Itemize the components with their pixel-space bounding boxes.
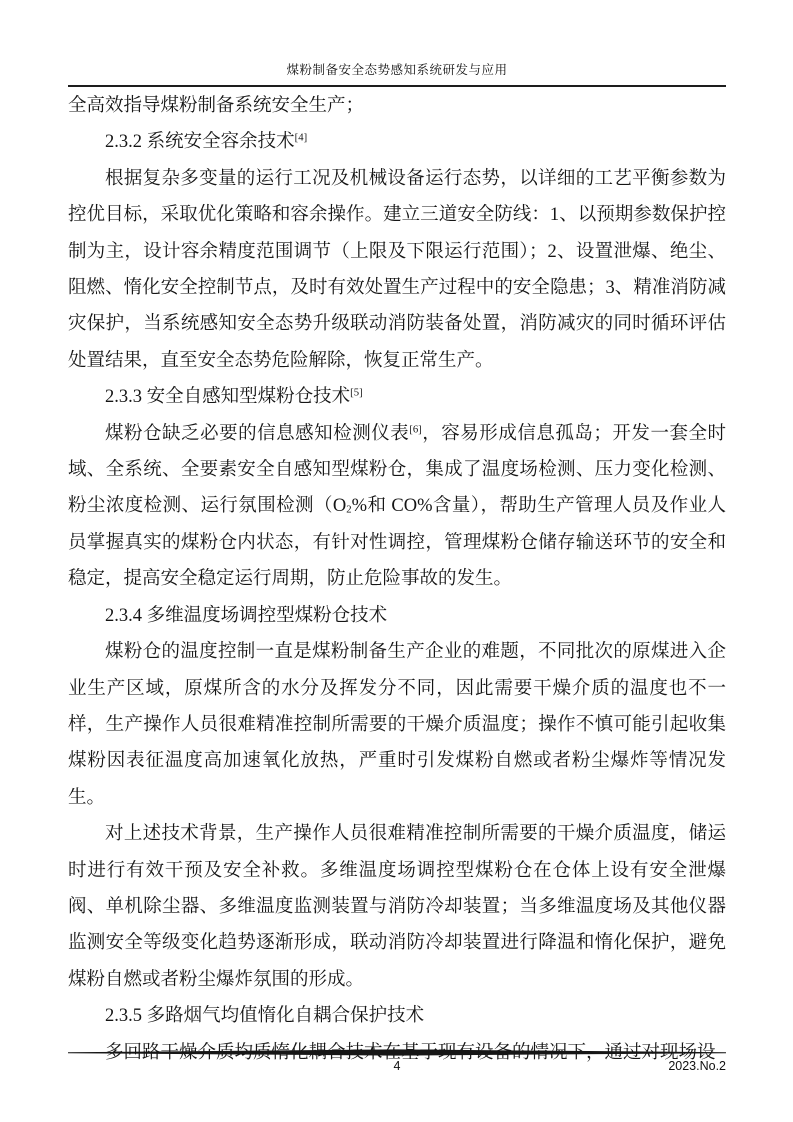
document-body: [68, 88, 726, 1071]
paragraph: 根据复杂多变量的运行工况及机械设备运行态势，以详细的工艺平衡参数为控优目标，采取优化策略和容余操作。建立三道安全防线：1、以预期参数保护控制为主，设计容余精度范围调节（上限及下限运行范围）；2、设置泄爆、绝尘、阻燃、惰化安全控制节点，及时有效处置生产过程中的安全隐患；3、精准消防减灾保护，当系统感知安全态势升级联动消防装备处置，消防减灾的同时循环评估处置结果，直至安全态势危险解除，恢复正常生产。: [68, 168, 726, 371]
section-heading: 2.3.2 系统安全容余技术[4]: [105, 131, 308, 153]
footer-rule: [68, 1049, 726, 1056]
reference-superscript: [6]: [409, 423, 422, 436]
footer-issue-label: 2023.No.2: [668, 1059, 726, 1073]
running-header-title: 煤粉制备安全态势感知系统研发与应用: [286, 63, 508, 77]
reference-superscript: [5]: [350, 386, 363, 399]
chemical-subscript: 2: [346, 504, 352, 517]
paragraph: 煤粉仓缺乏必要的信息感知检测仪表[6]，容易形成信息孤岛；开发一套全时域、全系统、全要素安全自感知型煤粉仓，集成了温度场检测、压力变化检测、粉尘浓度检测、运行氛围检测（$O_2\%$和 CO%含量），帮助生产管理人员及作业人员掌握真实的煤粉仓内状态，有针对性调控，管理煤粉仓储存输送环节的安全和稳定，提高安全稳定运行周期，防止危险事故的发生。: [68, 423, 726, 590]
header-rule: [68, 85, 726, 87]
reference-superscript: [4]: [294, 131, 308, 144]
footer-page-number: 4: [393, 1059, 401, 1073]
section-heading: 2.3.5 多路烟气均值惰化自耦合保护技术: [105, 1006, 425, 1027]
section-heading: 2.3.4 多维温度场调控型煤粉仓技术: [105, 605, 388, 626]
section-heading: 2.3.3 安全自感知型煤粉仓技术[5]: [105, 386, 363, 408]
paragraph: 全高效指导煤粉制备系统安全生产；: [68, 96, 365, 116]
paragraph: 对上述技术背景，生产操作人员很难精准控制所需要的干燥介质温度，储运时进行有效干预及安全补救。多维温度场调控型煤粉仓在仓体上设有安全泄爆阀、单机除尘器、多维温度监测装置与消防冷却装置；当多维温度场及其他仪器监测安全等级变化趋势逐渐形成，联动消防冷却装置进行降温和惰化保护，避免煤粉自燃或者粉尘爆炸氛围的形成。: [68, 824, 726, 990]
paragraph: 煤粉仓的温度控制一直是煤粉制备生产企业的难题，不同批次的原煤进入企业生产区域，原煤所含的水分及挥发分不同，因此需要干燥介质的温度也不一样，生产操作人员很难精准控制所需要的干燥介质温度；操作不慎可能引起收集煤粉因表征温度高加速氧化放热，严重时引发煤粉自燃或者粉尘爆炸等情况发生。: [68, 642, 726, 808]
